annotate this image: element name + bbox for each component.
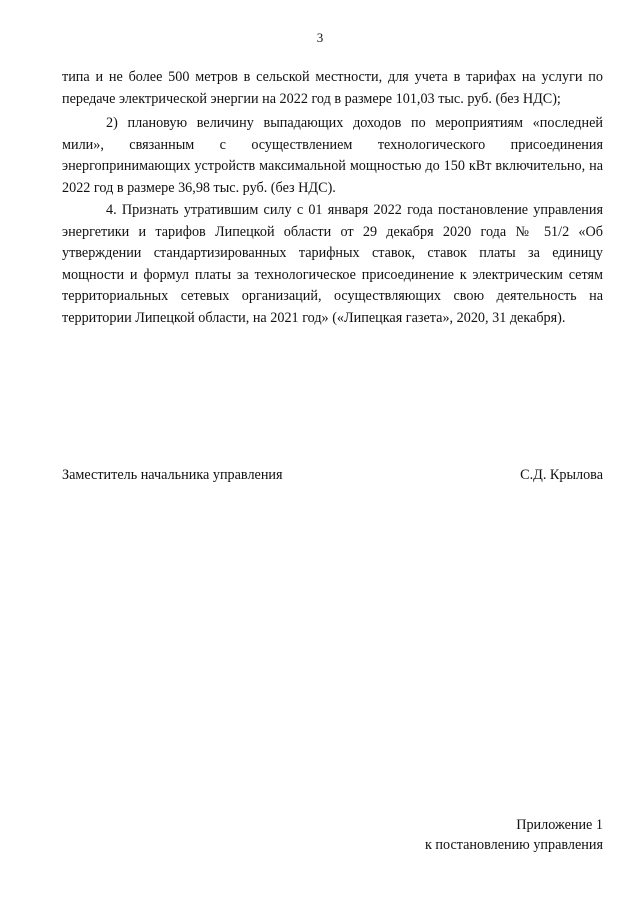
appendix-title: Приложение 1 (516, 817, 603, 833)
signature-block (62, 467, 603, 484)
paragraph-item-4: 4. Признать утратившим силу с 01 января 2022 года постановление управления энергетики и тарифов Липецкой области от 29 декабря 2020 года № 51/2 «Об утверждении стандартизированных тарифных ставок, ставок платы за единицу мощности и формул платы за технологическое присоединение к электрическим сетям территориальных сетевых организаций, осуществляющих свою деятельность на территории Липецкой области, на 2021 год» («Липецкая газета», 2020, 31 декабря). (62, 202, 603, 326)
signatory-position: Заместитель начальника управления (62, 467, 283, 483)
paragraph-continuation: типа и не более 500 метров в сельской местности, для учета в тарифах на услуги по передаче электрической энергии на 2022 год в размере 101,03 тыс. руб. (без НДС); (62, 69, 603, 107)
page-number: 3 (316, 30, 324, 45)
appendix-subtitle: к постановлению управления (424, 837, 603, 853)
appendix-header (425, 815, 603, 855)
paragraph-item-2: 2) плановую величину выпадающих доходов по мероприятиям «последней мили», связанным с осуществлением технологического присоединения энергопринимающих устройств максимальной мощностью до 150 кВт включительно, на 2022 год в размере 36,98 тыс. руб. (без НДС). (62, 115, 603, 196)
signatory-name: С.Д. Крылова (520, 467, 603, 483)
